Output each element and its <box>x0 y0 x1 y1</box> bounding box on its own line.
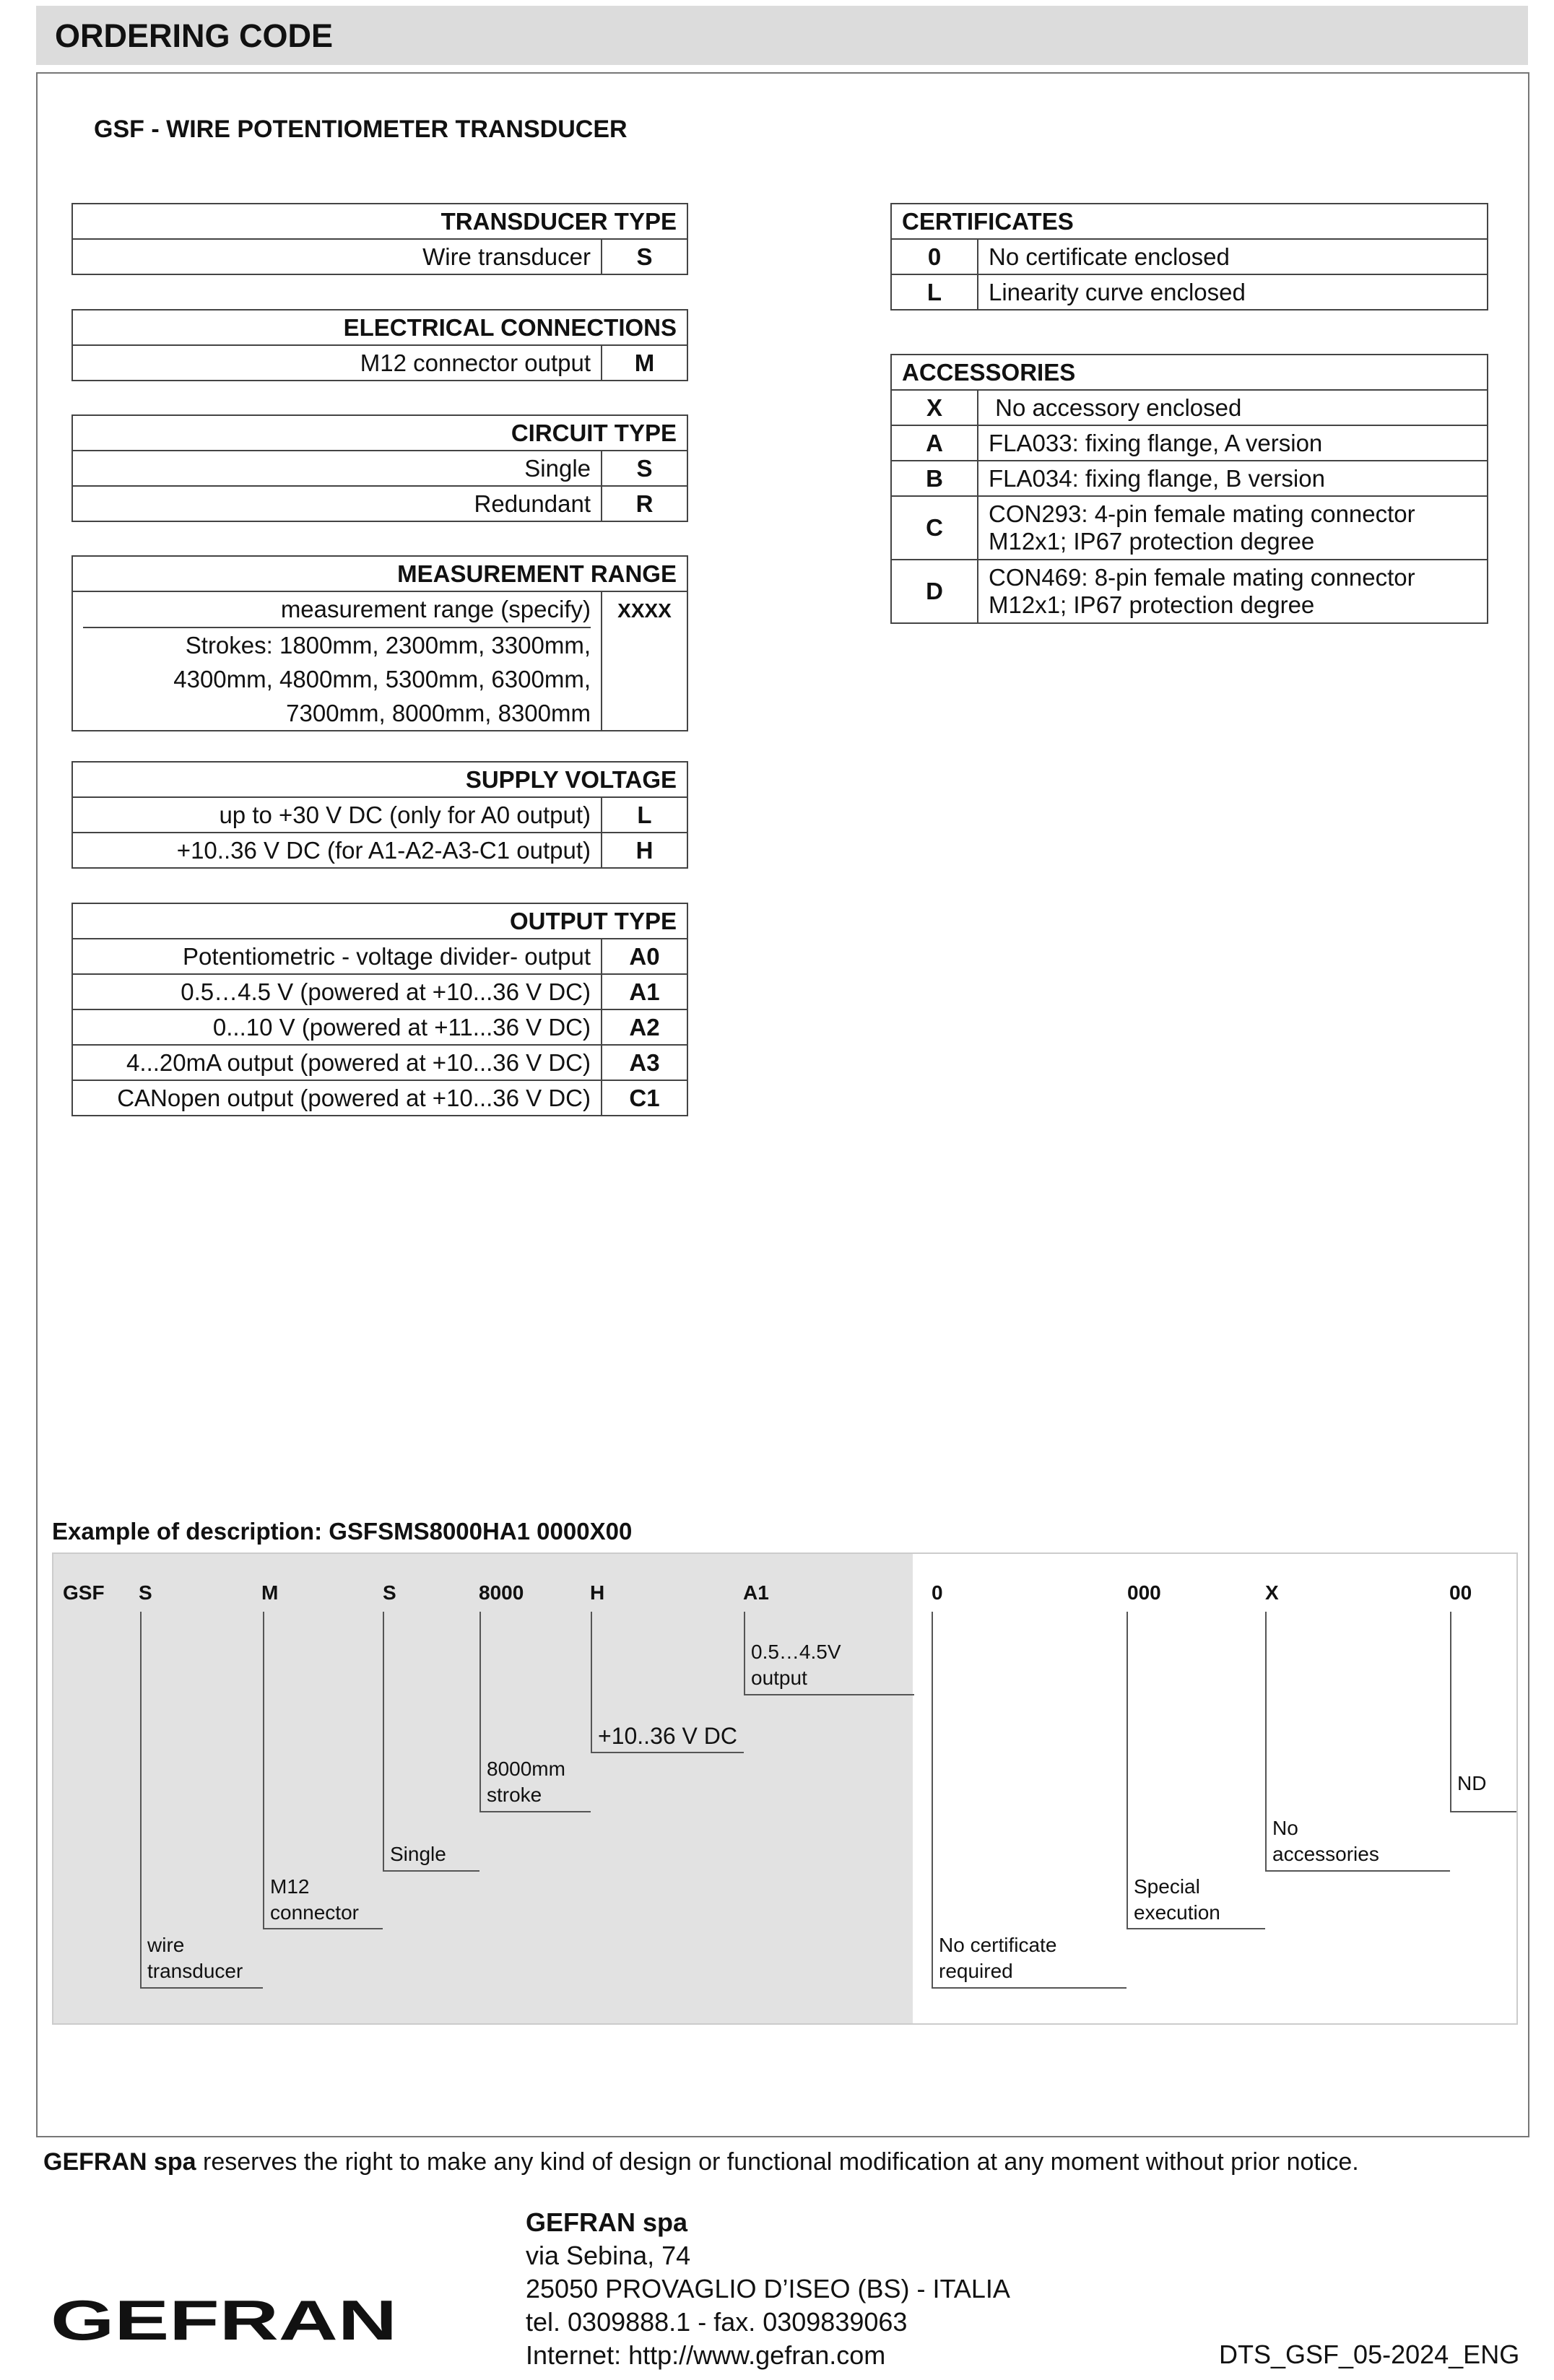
company-address: GEFRAN spa via Sebina, 74 25050 PROVAGLIO D’ISEO (BS) - ITALIA tel. 0309888.1 - fax. 0309839063 Internet: http://www.gefran.com <box>526 2207 1010 2370</box>
header-bar <box>36 6 1528 65</box>
leader-line <box>479 1612 481 1812</box>
code-circuit: S <box>383 1581 396 1604</box>
table-row: X No accessory enclosed <box>891 390 1488 425</box>
table-row: 0...10 V (powered at +11...36 V DC) A2 <box>72 1009 687 1045</box>
strokes-line: Strokes: 1800mm, 2300mm, 3300mm, <box>185 632 591 659</box>
label-single: Single <box>390 1843 446 1865</box>
table-row: M12 connector output M <box>72 345 687 381</box>
label-m12-connector: M12 connector <box>270 1875 359 1924</box>
table-row: B FLA034: fixing flange, B version <box>891 461 1488 496</box>
table-header: CERTIFICATES <box>891 204 1488 239</box>
leader-line <box>1450 1612 1451 1812</box>
leader-line <box>591 1752 744 1753</box>
accessories-table <box>890 354 1488 624</box>
logo-text: GEFRAN <box>51 2295 397 2352</box>
table-row: Redundant R <box>72 486 687 521</box>
code-output: A1 <box>743 1581 769 1604</box>
table-header: CIRCUIT TYPE <box>72 415 687 451</box>
code-certificate: 0 <box>932 1581 943 1604</box>
leader-line <box>479 1811 591 1812</box>
table-row: D CON469: 8-pin female mating connector M12x1; IP67 protection degree <box>891 560 1488 623</box>
leader-line <box>932 1987 1127 1989</box>
label-supply: +10..36 V DC <box>598 1723 737 1749</box>
leader-line <box>744 1612 745 1695</box>
leader-line <box>383 1612 384 1872</box>
table-header: OUTPUT TYPE <box>72 903 687 939</box>
leader-line <box>932 1612 933 1989</box>
table-row <box>72 591 687 731</box>
code-gsf: GSF <box>63 1581 105 1604</box>
leader-line <box>1127 1928 1265 1929</box>
leader-line <box>1265 1612 1267 1872</box>
strokes-line: 7300mm, 8000mm, 8300mm <box>286 700 591 726</box>
measurement-range-code: XXXX <box>602 591 687 731</box>
gefran-logo <box>51 2295 404 2356</box>
table-header: ACCESSORIES <box>891 355 1488 390</box>
label-no-certificate: No certificate required <box>939 1934 1057 1982</box>
table-row: L Linearity curve enclosed <box>891 274 1488 310</box>
table-row: CANopen output (powered at +10...36 V DC) C1 <box>72 1080 687 1116</box>
leader-line <box>1450 1811 1516 1812</box>
code-accessory: X <box>1265 1581 1279 1604</box>
measurement-range-table <box>71 555 688 731</box>
leader-line <box>591 1612 592 1753</box>
code-supply: H <box>590 1581 605 1604</box>
output-type-table <box>71 903 688 1116</box>
page-title: ORDERING CODE <box>55 17 334 54</box>
label-no-accessories: No accessories <box>1272 1817 1379 1865</box>
table-row: 4...20mA output (powered at +10...36 V DC) A3 <box>72 1045 687 1080</box>
product-subtitle: GSF - WIRE POTENTIOMETER TRANSDUCER <box>94 116 628 143</box>
table-row: Single S <box>72 451 687 486</box>
code-connection: M <box>261 1581 279 1604</box>
table-row: +10..36 V DC (for A1-A2-A3-C1 output) H <box>72 833 687 868</box>
table-header: MEASUREMENT RANGE <box>72 556 687 591</box>
leader-line <box>1127 1612 1128 1929</box>
example-diagram <box>52 1552 1518 2025</box>
leader-line <box>744 1694 914 1695</box>
table-row: 0.5…4.5 V (powered at +10...36 V DC) A1 <box>72 974 687 1009</box>
label-nd: ND <box>1457 1772 1487 1794</box>
label-stroke: 8000mm stroke <box>487 1758 565 1806</box>
supply-voltage-table <box>71 761 688 869</box>
leader-line <box>140 1987 263 1989</box>
table-row: C CON293: 4-pin female mating connector M12x1; IP67 protection degree <box>891 496 1488 560</box>
label-output: 0.5…4.5V output <box>751 1641 841 1689</box>
circuit-type-table <box>71 414 688 522</box>
table-row: up to +30 V DC (only for A0 output) L <box>72 797 687 833</box>
code-transducer: S <box>139 1581 152 1604</box>
table-header: ELECTRICAL CONNECTIONS <box>72 310 687 345</box>
leader-line <box>1265 1870 1450 1872</box>
code-nd: 00 <box>1449 1581 1472 1604</box>
table-row: Wire transducer S <box>72 239 687 274</box>
table-header: TRANSDUCER TYPE <box>72 204 687 239</box>
table-header: SUPPLY VOLTAGE <box>72 762 687 797</box>
leader-line <box>263 1612 264 1929</box>
example-title: Example of description: GSFSMS8000HA1 0000X00 <box>52 1518 633 1545</box>
leader-line <box>383 1870 479 1872</box>
electrical-connections-table <box>71 309 688 381</box>
disclaimer: GEFRAN spa reserves the right to make any kind of design or functional modification at any moment without prior notice. <box>43 2148 1359 2176</box>
table-row: Potentiometric - voltage divider- output A0 <box>72 939 687 974</box>
leader-line <box>140 1612 142 1989</box>
label-wire-transducer: wire transducer <box>147 1934 243 1982</box>
label-special-execution: Special execution <box>1134 1875 1220 1924</box>
code-special: 000 <box>1127 1581 1161 1604</box>
leader-line <box>263 1928 383 1929</box>
transducer-type-table <box>71 203 688 275</box>
measurement-range-specify: measurement range (specify) <box>83 592 591 628</box>
table-row: A FLA033: fixing flange, A version <box>891 425 1488 461</box>
table-row: 0 No certificate enclosed <box>891 239 1488 274</box>
code-range: 8000 <box>479 1581 524 1604</box>
certificates-table <box>890 203 1488 310</box>
document-reference: DTS_GSF_05-2024_ENG <box>1219 2340 1520 2369</box>
strokes-line: 4300mm, 4800mm, 5300mm, 6300mm, <box>173 666 591 692</box>
